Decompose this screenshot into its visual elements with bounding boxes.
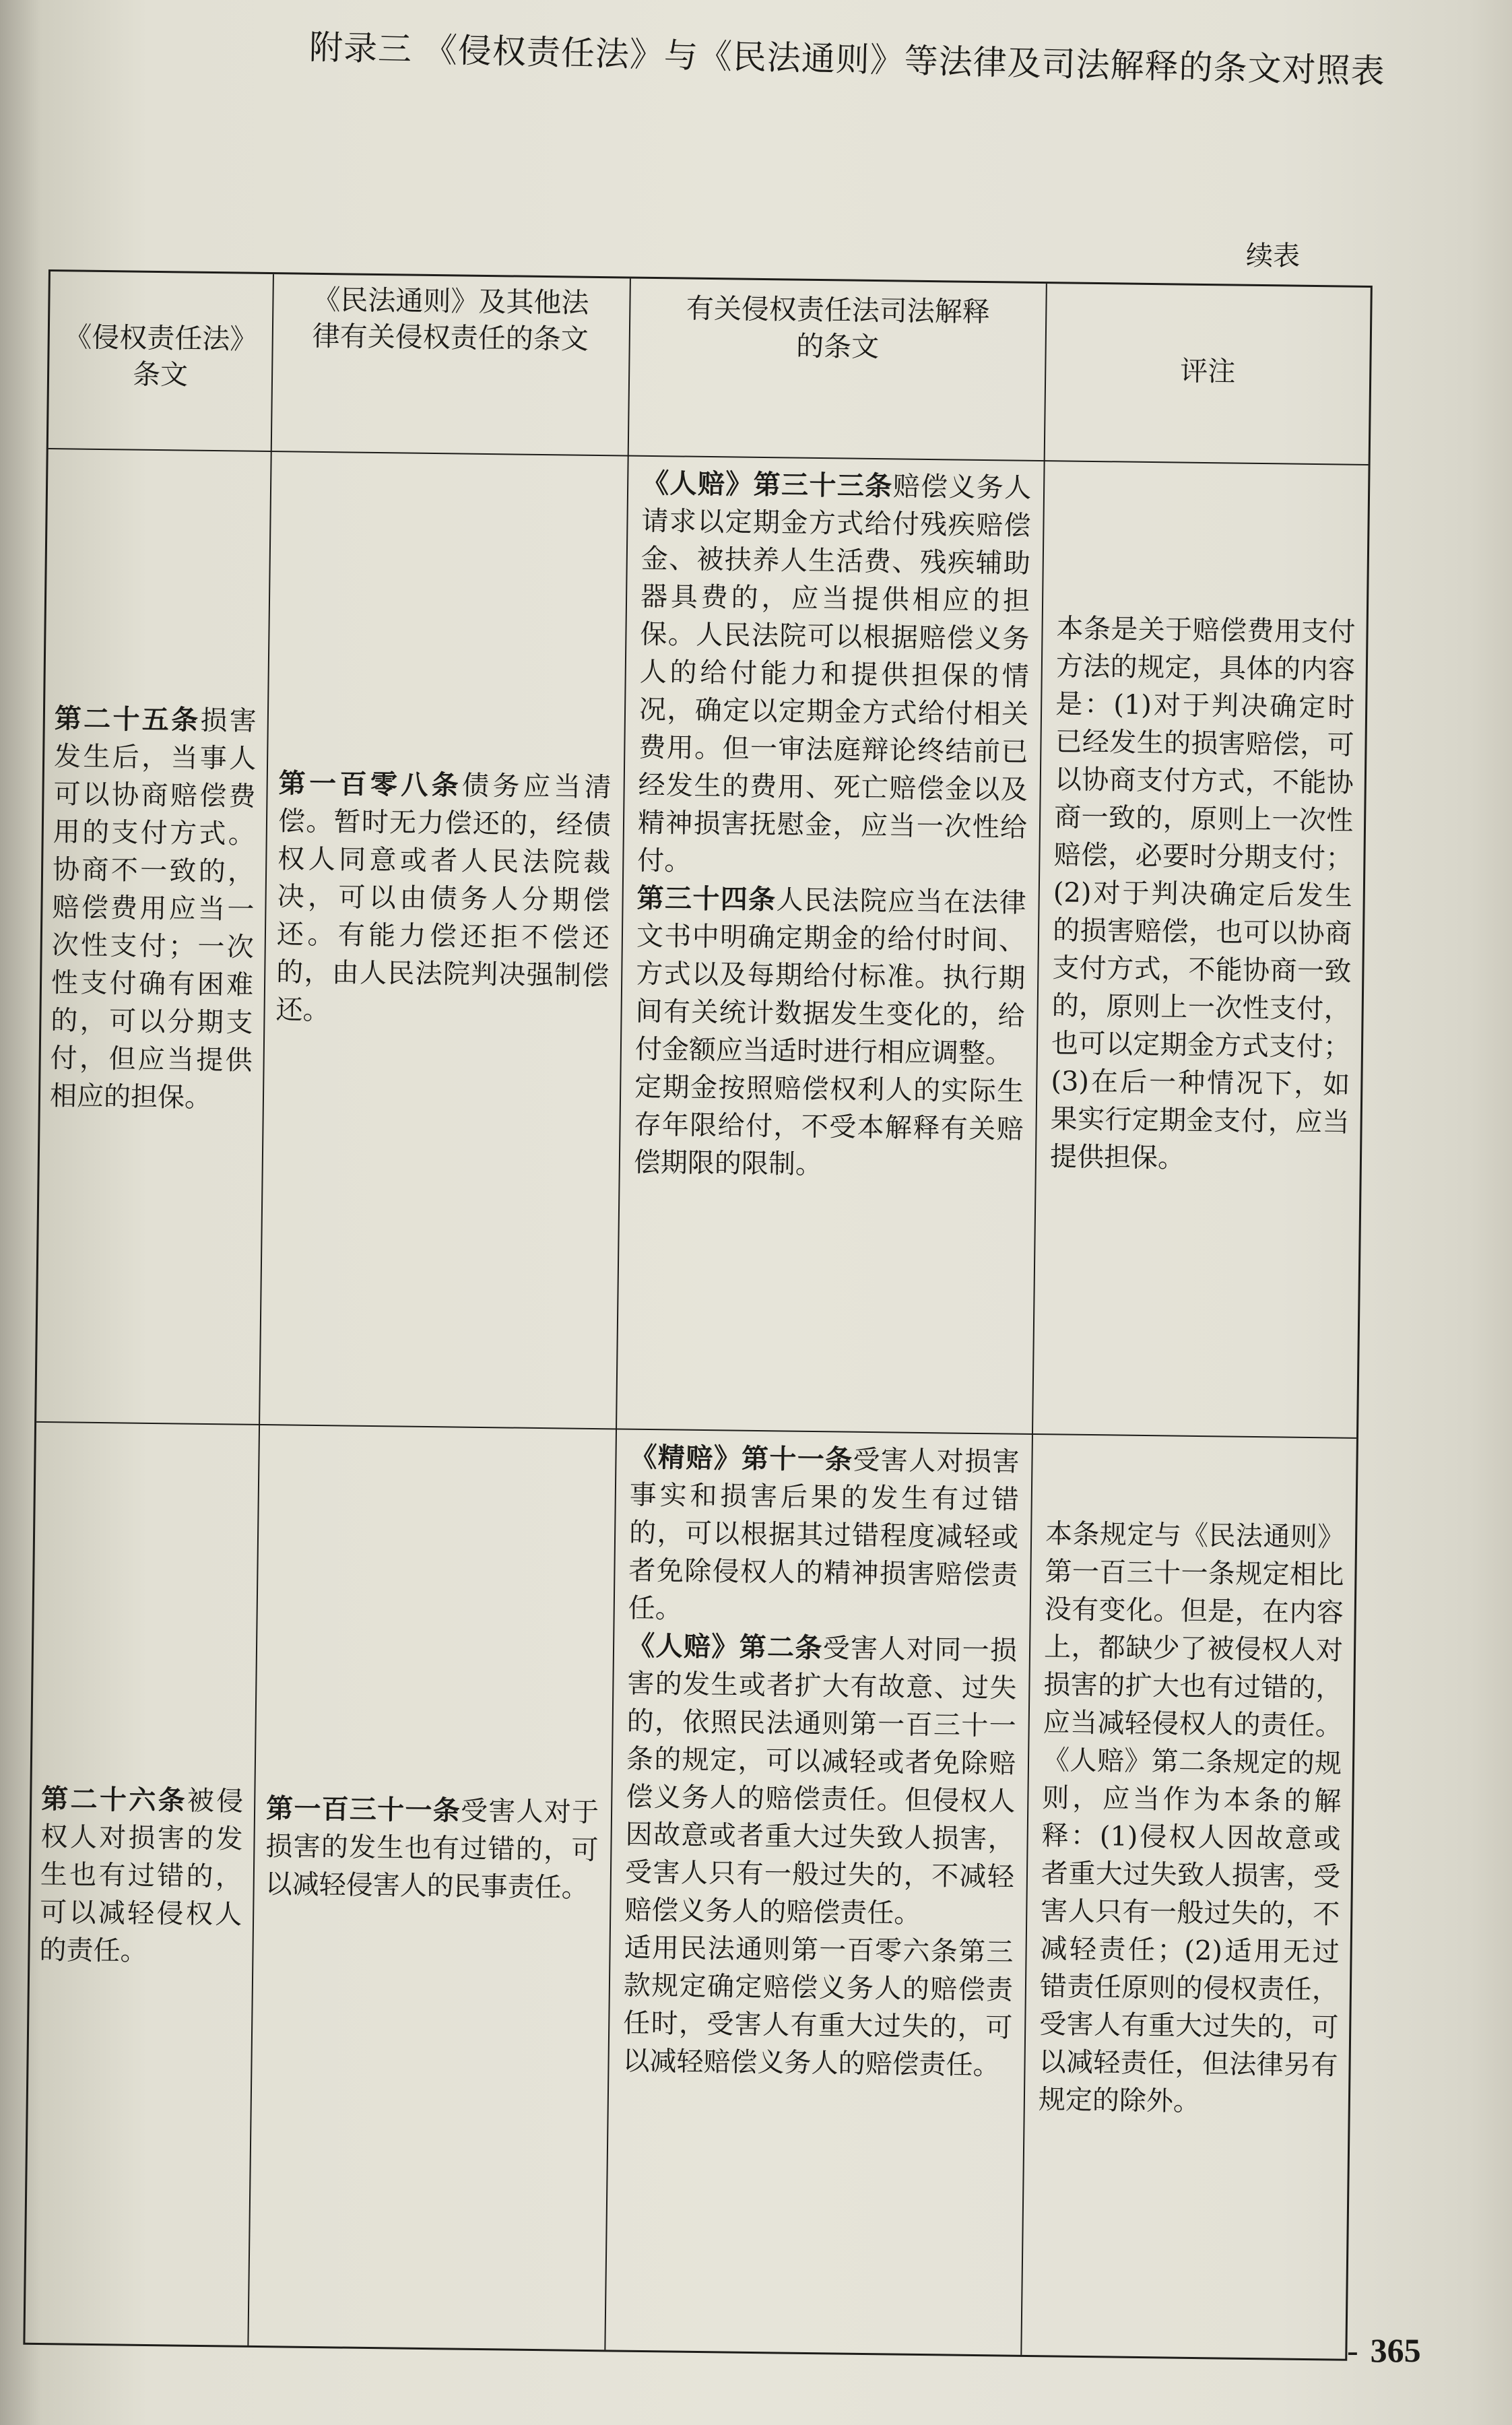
header-civil-law-article: 《民法通则》及其他法律有关侵权责任的条文 [312, 283, 589, 356]
row2-judicial-2-text: 受害人对同一损害的发生或者扩大有故意、过失的，依照民法通则第一百三十一条的规定，可以减轻或者免除赔偿义务人的赔偿责任。但侵权人因故意或者重大过失致人损害，受害人只有一般过失的，不减轻赔偿义务人的赔偿责任。 [624, 1633, 1018, 1930]
header-commentary: 评注 [1179, 354, 1236, 388]
page-number [1347, 2331, 1421, 2370]
row1-commentary: 本条是关于赔偿费用支付方法的规定，具体的内容是：(1)对于判决确定时已经发生的损害赔偿，可以协商支付方式，不能协商一致的，原则上一次性赔偿，必要时分期支付；(2)对于判决确定后发生的损害赔偿，也可以协商支付方式，不能协商一致的，原则上一次性支付，也可以定期金方式支付；(3)在后一种情况下，如果实行定期金支付，应当提供担保。 [1049, 613, 1356, 1174]
header-tort-law-article: 《侵权责任法》条文 [63, 321, 258, 391]
row2-civil-title: 第一百三十一条 [265, 1792, 461, 1827]
row2-judicial-1-title: 《精赔》第十一条 [630, 1441, 853, 1476]
row1-judicial-2-title: 第三十四条 [636, 882, 777, 916]
column-divider-1 [247, 274, 274, 2346]
row1-tort-article-title: 第二十五条 [54, 703, 201, 736]
continued-label: 续表 [1246, 240, 1300, 271]
row1-judicial-1-text: 赔偿义务人请求以定期金方式给付残疾赔偿金、被扶养人生活费、残疾辅助器具费的，应当提供相应的担保。人民法院可以根据赔偿义务人的给付能力和提供担保的情况，确定以定期金方式给付相关费用。但一审法庭辩论终结前已经发生的费用、死亡赔偿金以及精神损害抚慰金，应当一次性给付。 [637, 471, 1032, 877]
row2-civil-text: 受害人对于损害的发生也有过错的，可以减轻侵害人的民事责任。 [265, 1795, 599, 1904]
comparison-table [23, 269, 1372, 2361]
row2-judicial-2-title: 《人赔》第二条 [627, 1629, 824, 1664]
row2-tort-article-title: 第二十六条 [40, 1783, 188, 1817]
row1-civil-title: 第一百零八条 [278, 767, 463, 802]
row1-civil-law-article [275, 765, 612, 1033]
page-number-value: 365 [1370, 2331, 1421, 2369]
header-judicial-interpretation: 有关侵权责任法司法解释的条文 [686, 292, 991, 364]
row2-tort-article-text: 被侵权人对损害的发生也有过错的，可以减轻侵权人的责任。 [39, 1785, 244, 1967]
row1-civil-text: 债务应当清偿。暂时无力偿还的，经债权人同意或者人民法院裁决，可以由债务人分期偿还。有能力偿还拒不偿还的，由人民法院判决强制偿还。 [275, 770, 612, 1027]
row1-judicial-interpretation [634, 465, 1032, 1186]
row1-judicial-3-text: 定期金按照赔偿权利人的实际生存年限给付，不受本解释有关赔偿期限的限制。 [633, 1071, 1024, 1181]
row1-judicial-2-text: 人民法院应当在法律文书中明确定期金的给付时间、方式以及每期给付标准。执行期间有关统计数据发生变化的，给付金额应当适时进行相应调整。 [634, 884, 1026, 1070]
page-title: 附录三 《侵权责任法》与《民法通则》等法律及司法解释的条文对照表 [308, 27, 1386, 92]
header-row-divider [48, 448, 1369, 465]
row1-tort-article-text: 损害发生后，当事人可以协商赔偿费用的支付方式。协商不一致的，赔偿费用应当一次性支付；一次性支付确有困难的，可以分期支付，但应当提供相应的担保。 [49, 705, 257, 1114]
row2-judicial-interpretation [622, 1439, 1020, 2085]
row1-tort-article [50, 700, 257, 1118]
row2-judicial-3-text: 适用民法通则第一百零六条第三款规定确定赔偿义务人的赔偿责任时，受害人有重大过失的，可以减轻赔偿义务人的赔偿责任。 [622, 1932, 1014, 2081]
row2-commentary: 本条规定与《民法通则》第一百三十一条规定相比没有变化。但是，在内容上，都缺少了被侵权人对损害的扩大也有过错的，应当减轻侵权人的责任。《人赔》第二条规定的规则，应当作为本条的解释：(1)侵权人因故意或者重大过失致人损害，受害人只有一般过失的，不减轻责任；(2)适用无过错责任原则的侵权责任，受害人有重大过失的，可以减轻责任，但法律另有规定的除外。 [1038, 1518, 1345, 2118]
page-number-dash: - [1347, 2331, 1358, 2369]
row-divider [36, 1421, 1356, 1439]
row1-judicial-1-title: 《人赔》第三十三条 [641, 467, 893, 503]
row2-civil-law-article [265, 1790, 599, 1907]
row2-tort-article [39, 1780, 243, 1972]
row2-judicial-1-text: 受害人对损害事实和损害后果的发生有过错的，可以根据其过错程度减轻或者免除侵权人的精神损害赔偿责任。 [628, 1444, 1020, 1625]
